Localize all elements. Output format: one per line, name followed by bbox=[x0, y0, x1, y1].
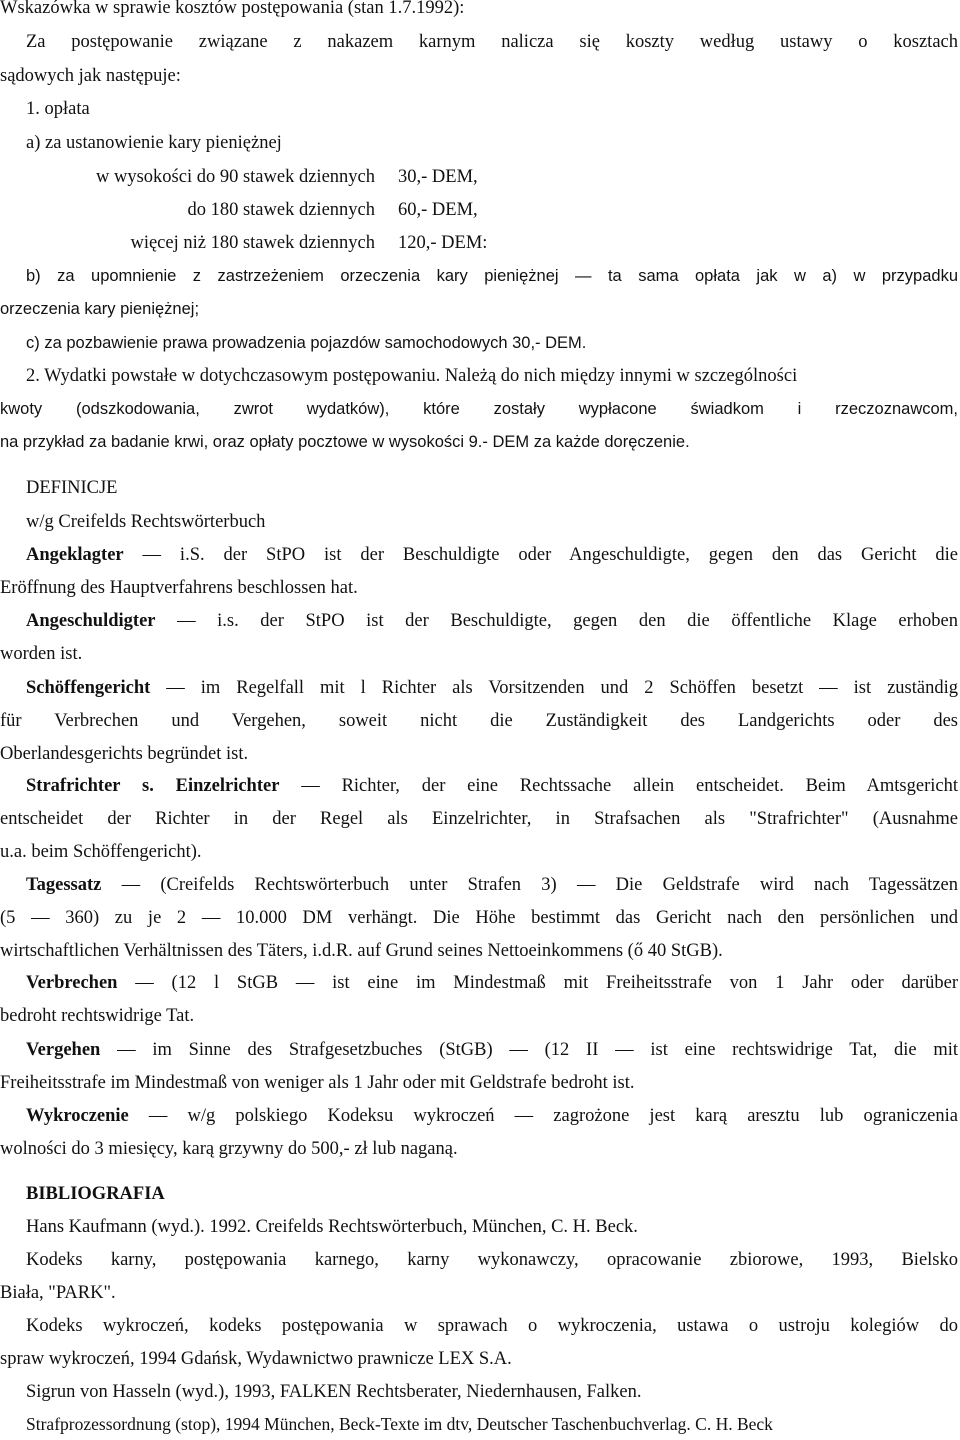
bibliography-heading: BIBLIOGRAFIA bbox=[26, 1184, 165, 1204]
fee-row-label: więcej niż 180 stawek dziennych bbox=[130, 233, 375, 253]
definition-text: — w/g polskiego Kodeksu wykroczeń — zagrożone jest karą aresztu lub ograniczenia bbox=[128, 1106, 958, 1126]
definition-entry bbox=[26, 971, 958, 995]
definition-continuation bbox=[0, 840, 958, 864]
bibliography-item bbox=[0, 1347, 958, 1371]
definition-continuation bbox=[0, 642, 958, 666]
definition-term: Strafrichter s. Einzelrichter bbox=[26, 776, 280, 796]
fees-b-line-1: b) za upomnienie z zastrzeżeniem orzeczenia kary pieniężnej — ta sama opłata jak w a) w przypadku bbox=[26, 267, 958, 285]
intro-line-1: Za postępowanie związane z nakazem karnym nalicza się koszty według ustawy o kosztach bbox=[26, 32, 958, 52]
fees-b-line-2: orzeczenia kary pieniężnej; bbox=[0, 300, 200, 318]
bibliography-text: Hans Kaufmann (wyd.). 1992. Creifelds Rechtswörterbuch, München, C. H. Beck. bbox=[26, 1217, 638, 1237]
definition-continuation bbox=[0, 939, 958, 963]
bibliography-item bbox=[0, 1281, 958, 1305]
definition-continuation bbox=[0, 709, 958, 733]
definition-text: — i.S. der StPO ist der Beschuldigte oder Angeschuldigte, gegen den das Gericht die bbox=[123, 545, 958, 565]
fee-row-amount: 60,- DEM, bbox=[398, 200, 478, 220]
bibliography-text: spraw wykroczeń, 1994 Gdańsk, Wydawnictwo prawnicze LEX S.A. bbox=[0, 1349, 512, 1369]
fees-c: c) za pozbawienie prawa prowadzenia pojazdów samochodowych 30,- DEM. bbox=[26, 334, 587, 352]
bibliography-text: Kodeks karny, postępowania karnego, karny wykonawczy, opracowanie zbiorowe, 1993, Bielsko bbox=[26, 1250, 958, 1270]
definition-continuation bbox=[0, 1004, 958, 1028]
bibliography-item bbox=[26, 1248, 958, 1272]
fee-row-label: do 180 stawek dziennych bbox=[187, 200, 375, 220]
document-title: Wskazówka w sprawie kosztów postępowania (stan 1.7.1992): bbox=[0, 0, 465, 18]
definition-entry bbox=[26, 1038, 958, 1062]
bibliography-item bbox=[26, 1215, 958, 1239]
definition-entry bbox=[26, 609, 958, 633]
definition-text: — (12 l StGB — ist eine im Mindestmaß mit Freiheitsstrafe von 1 Jahr oder darüber bbox=[117, 973, 958, 993]
definition-text: für Verbrechen und Vergehen, soweit nicht die Zuständigkeit des Landgerichts oder des bbox=[0, 711, 958, 731]
definition-continuation bbox=[0, 1071, 958, 1095]
definition-term: Angeklagter bbox=[26, 545, 124, 565]
definition-text: — (Creifelds Rechtswörterbuch unter Strafen 3) — Die Geldstrafe wird nach Tagessätzen bbox=[101, 875, 958, 895]
definitions-heading: DEFINICJE bbox=[26, 478, 118, 498]
definition-continuation bbox=[0, 807, 958, 831]
definition-entry bbox=[26, 1104, 958, 1128]
definition-continuation bbox=[0, 906, 958, 930]
definition-text: — Richter, der eine Rechtssache allein entscheidet. Beim Amtsgericht bbox=[279, 776, 958, 796]
definition-term: Vergehen bbox=[26, 1040, 101, 1060]
definition-text: — im Regelfall mit l Richter als Vorsitzenden und 2 Schöffen besetzt — ist zuständig bbox=[150, 678, 958, 698]
definition-text: u.a. beim Schöffengericht). bbox=[0, 842, 202, 862]
bibliography-item bbox=[26, 1314, 958, 1338]
definition-term: Schöffengericht bbox=[26, 678, 151, 698]
fee-row-label: w wysokości do 90 stawek dziennych bbox=[96, 167, 375, 187]
definition-entry bbox=[26, 543, 958, 567]
bibliography-text: Biała, "PARK". bbox=[0, 1283, 116, 1303]
bibliography-text: Strafprozessordnung (stop), 1994 München, Beck-Texte im dtv, Deutscher Taschenbuchverlag. C. H. Beck bbox=[26, 1414, 773, 1434]
bibliography-item bbox=[26, 1380, 958, 1404]
definition-text: — im Sinne des Strafgesetzbuches (StGB) — (12 II — ist eine rechtswidrige Tat, die mit bbox=[100, 1040, 958, 1060]
intro-line-2: sądowych jak następuje: bbox=[0, 66, 181, 86]
fee-row-amount: 120,- DEM: bbox=[398, 233, 488, 253]
fees-heading: 1. opłata bbox=[26, 99, 90, 119]
definition-continuation bbox=[0, 1137, 958, 1161]
definition-continuation bbox=[0, 576, 958, 600]
item2-line-1: 2. Wydatki powstałe w dotychczasowym postępowaniu. Należą do nich między innymi w szczególności bbox=[26, 366, 798, 386]
definition-text: entscheidet der Richter in der Regel als Einzelrichter, in Strafsachen als "Strafrichter" (Ausnahme bbox=[0, 809, 958, 829]
definition-entry bbox=[26, 676, 958, 700]
definition-text: Oberlandesgerichts begründet ist. bbox=[0, 744, 249, 764]
definition-term: Wykroczenie bbox=[26, 1106, 129, 1126]
definition-text: (5 — 360) zu je 2 — 10.000 DM verhängt. Die Höhe bestimmt das Gericht nach den persönlichen und bbox=[0, 908, 958, 928]
definition-text: Eröffnung des Hauptverfahrens beschlossen hat. bbox=[0, 578, 358, 598]
definitions-source: w/g Creifelds Rechtswörterbuch bbox=[26, 512, 266, 532]
item2-line-3: na przykład za badanie krwi, oraz opłaty pocztowe w wysokości 9.- DEM za każde doręczenie. bbox=[0, 433, 690, 451]
bibliography-item bbox=[26, 1412, 958, 1436]
fee-row-amount: 30,- DEM, bbox=[398, 167, 478, 187]
definition-term: Tagessatz bbox=[26, 875, 102, 895]
item2-line-2: kwoty (odszkodowania, zwrot wydatków), które zostały wypłacone świadkom i rzeczoznawcom, bbox=[0, 400, 958, 418]
definition-text: wolności do 3 miesięcy, karą grzywny do 500,- zł lub naganą. bbox=[0, 1139, 458, 1159]
definition-term: Verbrechen bbox=[26, 973, 118, 993]
definition-entry bbox=[26, 774, 958, 798]
fees-a-label: a) za ustanowienie kary pieniężnej bbox=[26, 133, 282, 153]
definition-text: bedroht rechtswidrige Tat. bbox=[0, 1006, 195, 1026]
bibliography-text: Kodeks wykroczeń, kodeks postępowania w sprawach o wykroczenia, ustawa o ustroju kolegiów do bbox=[26, 1316, 958, 1336]
definition-text: — i.s. der StPO ist der Beschuldigte, gegen den die öffentliche Klage erhoben bbox=[155, 611, 958, 631]
definition-continuation bbox=[0, 742, 958, 766]
definition-text: wirtschaftlichen Verhältnissen des Täters, i.d.R. auf Grund seines Nettoeinkommens (ő 40 StGB). bbox=[0, 941, 723, 961]
definition-text: worden ist. bbox=[0, 644, 83, 664]
definition-term: Angeschuldigter bbox=[26, 611, 156, 631]
definition-text: Freiheitsstrafe im Mindestmaß von weniger als 1 Jahr oder mit Geldstrafe bedroht ist. bbox=[0, 1073, 635, 1093]
definition-entry bbox=[26, 873, 958, 897]
bibliography-text: Sigrun von Hasseln (wyd.), 1993, FALKEN Rechtsberater, Niedernhausen, Falken. bbox=[26, 1382, 642, 1402]
